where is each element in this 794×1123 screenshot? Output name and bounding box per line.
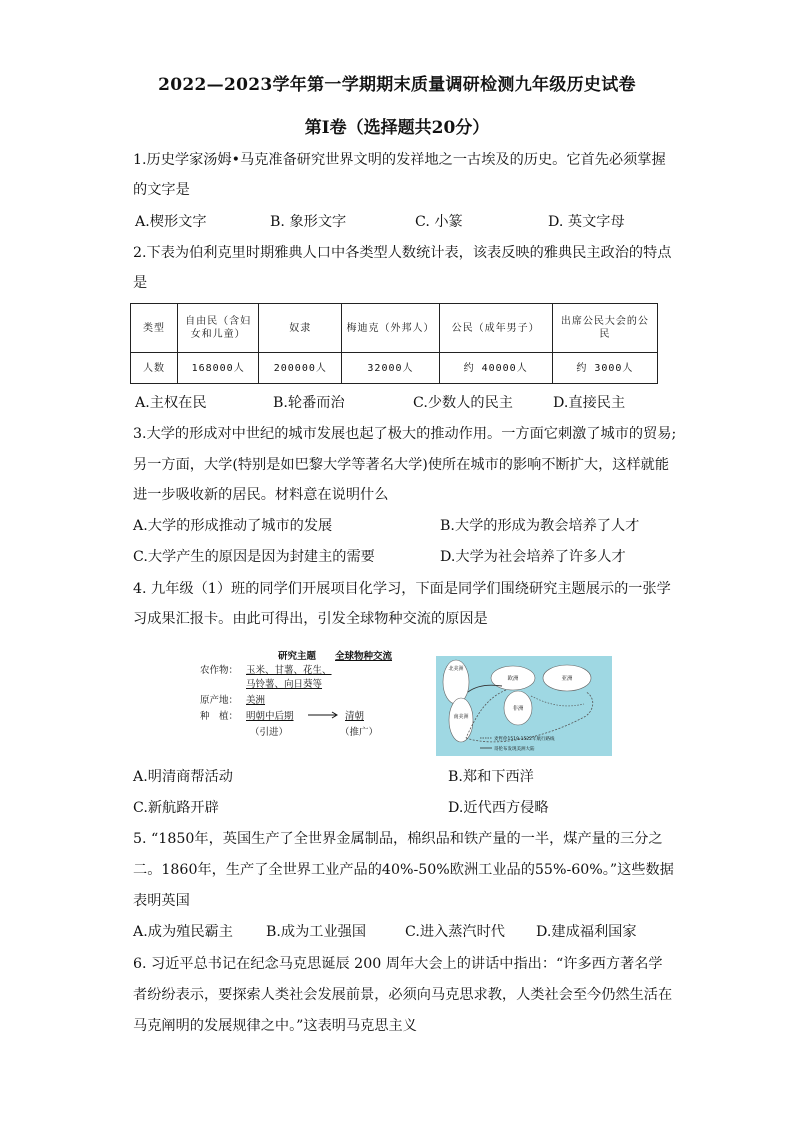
south-america-shape	[449, 698, 473, 742]
table-header-row	[131, 304, 658, 353]
q3-option-c: C.大学产生的原因是因为封建主的需要	[133, 549, 375, 565]
report-card-text	[200, 648, 430, 756]
table-cell: 32000人	[342, 353, 439, 384]
table-header-cell: 公民（成年男子）	[439, 304, 552, 353]
q1-option-b: B. 象形文字	[270, 214, 347, 230]
table-header-cell: 出席公民大会的公民	[552, 304, 657, 353]
map-label: 南美洲	[453, 714, 469, 720]
q4-stem-line2: 习成果汇报卡。由此可得出，引发全球物种交流的原因是	[133, 611, 488, 627]
q1-option-c: C. 小篆	[415, 214, 463, 230]
table-cell: 约 40000人	[439, 353, 552, 384]
population-table	[130, 303, 658, 384]
crops-value-1: 玉米、甘薯、花生、	[246, 665, 332, 676]
q2-option-b: B.轮番而治	[273, 395, 345, 411]
crops-value-2: 马铃薯、向日葵等	[246, 679, 323, 690]
table-cell: 168000人	[178, 353, 259, 384]
table-header-cell: 梅迪克（外邦人）	[342, 304, 439, 353]
q2-option-c: C.少数人的民主	[413, 395, 513, 411]
crops-label: 农作物：	[200, 665, 239, 676]
q1-stem-line2: 的文字是	[133, 182, 190, 198]
plant-from: 明朝中后期	[246, 711, 294, 722]
section-title: 第Ⅰ卷（选择题共20分）	[304, 118, 490, 138]
q6-stem-line3: 马克阐明的发展规律之中。”这表明马克思主义	[133, 1018, 417, 1034]
table-header-cell: 类型	[131, 304, 178, 353]
q5-stem-line3: 表明英国	[133, 893, 190, 909]
q2-option-d: D.直接民主	[553, 395, 626, 411]
q1-stem-line1: 1.历史学家汤姆•马克准备研究世界文明的发祥地之一古埃及的历史。它首先必须掌握	[133, 152, 666, 168]
q3-option-b: B.大学的形成为教会培养了人才	[440, 518, 640, 534]
q5-stem-line1: 5. “1850年，英国生产了全世界金属制品，棉织品和铁产量的一半，煤产量的三分之	[133, 831, 663, 847]
q5-option-c: C.进入蒸汽时代	[405, 924, 505, 940]
q2-stem-line2: 是	[133, 275, 148, 291]
legend-text-2: 哥伦布发现美洲大陆	[494, 747, 535, 752]
theme-value: 全球物种交流	[335, 651, 393, 662]
promote-label: （推广）	[340, 727, 379, 738]
q5-option-d: D.建成福利国家	[536, 924, 637, 940]
q4-option-d: D.近代西方侵略	[448, 800, 549, 816]
world-route-map	[436, 656, 612, 756]
table-header-cell: 自由民（含妇女和儿童）	[178, 304, 259, 353]
q2-stem-line1: 2.下表为伯利克里时期雅典人口中各类型人数统计表，该表反映的雅典民主政治的特点	[133, 245, 672, 261]
arrow-icon	[308, 710, 340, 720]
q3-option-a: A.大学的形成推动了城市的发展	[133, 518, 333, 534]
origin-value: 美洲	[246, 695, 266, 706]
table-cell: 人数	[131, 353, 178, 384]
q1-option-a: A.楔形文字	[135, 214, 207, 230]
q4-stem-line1: 4. 九年级（1）班的同学们开展项目化学习，下面是同学们围绕研究主题展示的一张学	[133, 581, 671, 597]
q6-stem-line1: 6. 习近平总书记在纪念马克思诞辰 200 周年大会上的讲话中指出：“许多西方著名学	[133, 956, 663, 972]
plant-to: 清朝	[345, 711, 365, 722]
table-cell: 约 3000人	[552, 353, 657, 384]
q3-option-d: D.大学为社会培养了许多人才	[440, 549, 626, 565]
table-header-cell: 奴隶	[259, 304, 342, 353]
q5-option-b: B.成为工业强国	[266, 924, 367, 940]
q3-stem-line1: 3.大学的形成对中世纪的城市发展也起了极大的推动作用。一方面它刺激了城市的贸易;	[133, 426, 677, 442]
theme-label: 研究主题	[278, 651, 317, 662]
map-label: 北美洲	[448, 666, 464, 672]
map-label: 欧洲	[507, 676, 519, 682]
q4-option-c: C.新航路开辟	[133, 800, 219, 816]
q6-stem-line2: 者纷纷表示，要探索人类社会发展前景，必须向马克思求教，人类社会至今仍然生活在	[133, 987, 673, 1003]
q4-option-a: A.明清商帮活动	[133, 769, 233, 785]
intro-label: （引进）	[250, 727, 289, 738]
report-card-figure	[200, 648, 612, 756]
q1-option-d: D. 英文字母	[548, 214, 625, 230]
table-cell: 200000人	[259, 353, 342, 384]
q4-option-b: B.郑和下西洋	[448, 769, 534, 785]
q3-stem-line3: 进一步吸收新的居民。材料意在说明什么	[133, 487, 389, 503]
q3-stem-line2: 另一方面，大学(特别是如巴黎大学等著名大学)使所在城市的影响不断扩大，这样就能	[133, 457, 670, 473]
q5-option-a: A.成为殖民霸主	[133, 924, 233, 940]
plant-label: 种 植：	[200, 711, 239, 722]
exam-title: 2022—2023学年第一学期期末质量调研检测九年级历史试卷	[158, 75, 636, 95]
origin-label: 原产地：	[200, 695, 239, 706]
q5-stem-line2: 二。1860年，生产了全世界工业产品的40%-50%欧洲工业品的55%-60%。”这些数据	[133, 862, 674, 878]
map-label: 非洲	[512, 706, 524, 712]
q2-option-a: A.主权在民	[135, 395, 207, 411]
legend-text-1: 麦哲伦1519-1522年航行路线	[494, 737, 555, 742]
map-label: 亚洲	[561, 676, 573, 682]
table-row	[131, 353, 658, 384]
